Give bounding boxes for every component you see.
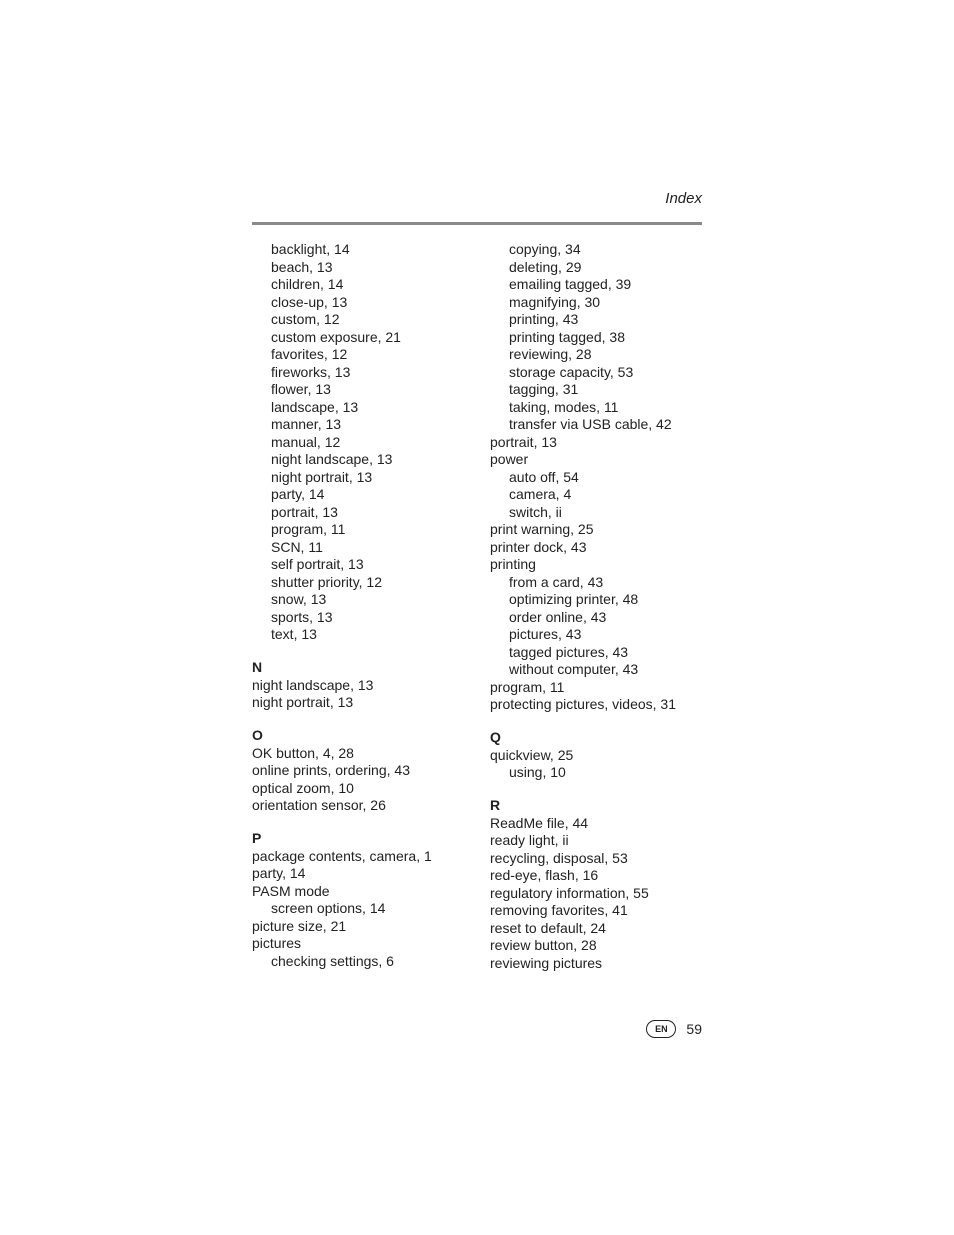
index-entry: order online, 43 (509, 608, 607, 625)
page-header-title: Index (665, 190, 702, 207)
index-entry: emailing tagged, 39 (509, 276, 632, 292)
index-entry: storage capacity, 53 (509, 363, 634, 380)
index-entry: SCN, 11 (271, 538, 323, 555)
index-entry: power (490, 451, 529, 467)
index-entry: review button, 28 (490, 937, 597, 953)
index-entry: optical zoom, 10 (252, 779, 354, 796)
index-entry: package contents, camera, 1 (252, 847, 432, 864)
index-entry: favorites, 12 (271, 346, 348, 362)
index-entry: removing favorites, 41 (490, 902, 628, 918)
index-entry: program, 11 (271, 521, 346, 537)
index-entry: printing, 43 (509, 311, 579, 327)
index-entry: ready light, ii (490, 832, 569, 848)
section-letter-q: Q (490, 729, 501, 745)
index-entry: night landscape, 13 (252, 676, 374, 693)
index-entry: snow, 13 (271, 591, 327, 607)
index-entry: auto off, 54 (509, 468, 579, 485)
index-entry: custom, 12 (271, 311, 340, 327)
index-entry: flower, 13 (271, 381, 331, 397)
index-entry: manual, 12 (271, 433, 341, 450)
index-entry: deleting, 29 (509, 258, 582, 275)
section-letter-p: P (252, 830, 262, 846)
index-entry: landscape, 13 (271, 398, 359, 415)
index-entry: custom exposure, 21 (271, 328, 401, 345)
section-letter-n: N (252, 659, 263, 675)
index-entry: transfer via USB cable, 42 (509, 416, 672, 432)
index-entry: pictures, 43 (509, 626, 582, 642)
index-entry: children, 14 (271, 276, 344, 292)
index-entry: regulatory information, 55 (490, 884, 649, 901)
index-entry: night portrait, 13 (271, 468, 373, 485)
index-entry: text, 13 (271, 626, 317, 642)
index-entry: red-eye, flash, 16 (490, 867, 599, 883)
index-entry: checking settings, 6 (271, 952, 394, 969)
index-entry: PASM mode (252, 882, 330, 899)
index-entry: from a card, 43 (509, 573, 604, 590)
index-entry: self portrait, 13 (271, 556, 364, 572)
index-entry: printing tagged, 38 (509, 328, 625, 345)
index-entry: reviewing, 28 (509, 346, 592, 362)
index-entry: recycling, disposal, 53 (490, 849, 628, 866)
language-badge: EN (646, 1020, 676, 1038)
index-entry: online prints, ordering, 43 (252, 762, 410, 778)
index-entry: protecting pictures, videos, 31 (490, 696, 676, 712)
index-entry: portrait, 13 (490, 433, 557, 450)
page-number: 59 (686, 1021, 702, 1037)
index-entry: taking, modes, 11 (509, 398, 619, 415)
index-entry: portrait, 13 (271, 503, 338, 520)
index-entry: night portrait, 13 (252, 694, 354, 710)
index-entry: OK button, 4, 28 (252, 744, 354, 761)
index-entry: sports, 13 (271, 608, 333, 625)
index-entry: screen options, 14 (271, 900, 386, 916)
index-column-left (252, 241, 482, 970)
index-column-right (490, 241, 720, 972)
index-entry: shutter priority, 12 (271, 573, 383, 590)
index-entry: printer dock, 43 (490, 538, 587, 555)
index-entry: night landscape, 13 (271, 451, 393, 467)
index-entry: party, 14 (271, 486, 325, 502)
index-entry: picture size, 21 (252, 917, 347, 934)
index-entry: orientation sensor, 26 (252, 797, 386, 813)
index-entry: ReadMe file, 44 (490, 814, 589, 831)
index-entry: program, 11 (490, 678, 565, 695)
index-entry: reviewing pictures (490, 954, 603, 971)
index-entry: copying, 34 (509, 241, 581, 257)
index-entry: quickview, 25 (490, 746, 574, 763)
index-entry: reset to default, 24 (490, 919, 606, 936)
index-entry: beach, 13 (271, 258, 333, 275)
index-entry: tagging, 31 (509, 381, 579, 397)
index-entry: camera, 4 (509, 486, 572, 502)
index-entry: optimizing printer, 48 (509, 591, 639, 607)
header-rule (252, 222, 702, 225)
section-letter-o: O (252, 727, 263, 743)
index-entry: switch, ii (509, 503, 562, 520)
index-entry: party, 14 (252, 865, 306, 881)
index-entry: printing (490, 556, 536, 572)
index-entry: using, 10 (509, 764, 566, 780)
index-entry: pictures (252, 935, 302, 951)
index-entry: close-up, 13 (271, 293, 348, 310)
index-entry: without computer, 43 (509, 661, 639, 677)
index-entry: magnifying, 30 (509, 293, 601, 310)
index-entry: manner, 13 (271, 416, 342, 432)
index-entry: backlight, 14 (271, 241, 350, 257)
section-letter-r: R (490, 797, 501, 813)
index-entry: tagged pictures, 43 (509, 643, 629, 660)
index-entry: fireworks, 13 (271, 363, 351, 380)
index-entry: print warning, 25 (490, 521, 594, 537)
page-footer (646, 1020, 702, 1038)
